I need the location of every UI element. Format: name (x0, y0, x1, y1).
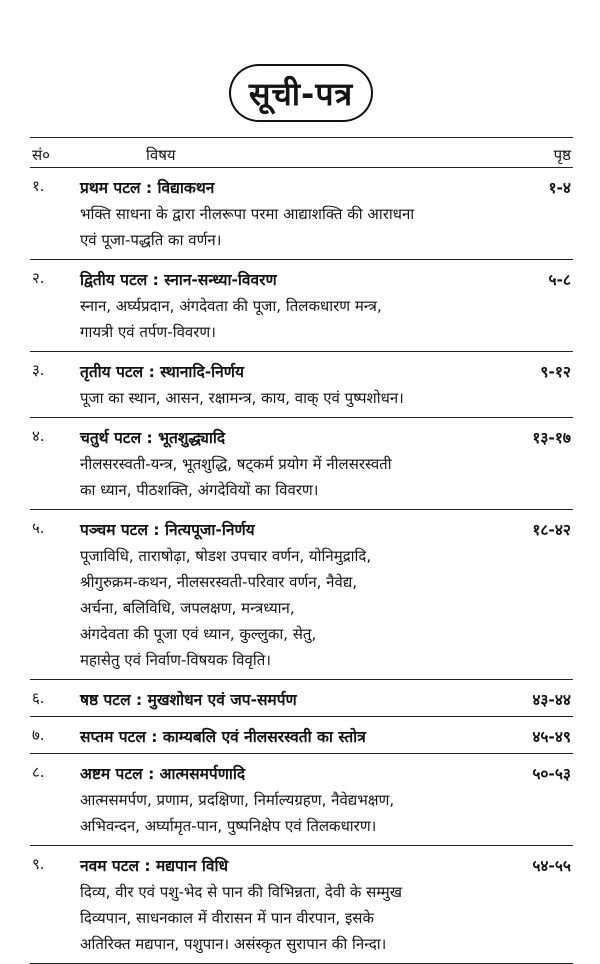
entry-title: सप्तम पटल : काम्यबलि एवं नीलसरस्वती का स्तोत्र (80, 728, 366, 746)
entry-number: ८. (32, 763, 45, 781)
toc-entry (30, 510, 573, 680)
entry-description (80, 451, 573, 503)
toc-entry (30, 717, 573, 754)
description-line: गायत्री एवं तर्पण-विवरण। (80, 323, 216, 341)
entry-number: ६. (32, 689, 45, 707)
entry-page-range: ४५-४९ (532, 728, 571, 746)
entry-page-range: ४३-४४ (532, 691, 571, 709)
toc-entry (30, 168, 573, 260)
entry-description (80, 201, 573, 253)
description-line: दिव्य, वीर एवं पशु-भेद से पान की विभिन्नता, देवी के सम्मुख (80, 883, 403, 901)
entry-page-range: १८-४२ (532, 521, 571, 539)
entry-description (80, 385, 573, 411)
description-line: आत्मसमर्पण, प्रणाम, प्रदक्षिणा, निर्माल्यग्रहण, नैवेद्यभक्षण, (80, 791, 395, 809)
entry-description (80, 543, 573, 673)
toc-entry-heading (30, 762, 573, 784)
entry-number: २. (32, 269, 45, 287)
description-line: का ध्यान, पीठशक्ति, अंगदेवियों का विवरण। (80, 481, 319, 499)
toc-entry-heading (30, 518, 573, 540)
toc-entry-heading (30, 360, 573, 382)
description-line: स्नान, अर्घ्यप्रदान, अंगदेवता की पूजा, तिलकधारण मन्त्र, (80, 297, 382, 315)
entry-number: ७. (32, 726, 45, 744)
toc-entry (30, 680, 573, 717)
toc-entry-heading (30, 854, 573, 876)
description-line: अतिरिक्त मद्यपान, पशुपान। असंस्कृत सुरापान की निन्दा। (80, 935, 387, 953)
toc-entry-heading (30, 688, 573, 710)
entry-page-range: १३-१७ (532, 429, 571, 447)
description-line: पूजाविधि, ताराषोढ़ा, षोडश उपचार वर्णन, योनिमुद्रादि, (80, 547, 372, 565)
entry-number: ५. (32, 519, 45, 537)
entry-page-range: १-४ (548, 179, 571, 197)
entry-title: षष्ठ पटल : मुखशोधन एवं जप-समर्पण (80, 691, 297, 709)
entry-title: अष्टम पटल : आत्मसमर्पणादि (80, 765, 246, 783)
header-top-rule (30, 137, 573, 138)
entry-number: १. (32, 177, 45, 195)
toc-entry-heading (30, 268, 573, 290)
toc-entry-heading (30, 725, 573, 747)
entry-description (80, 293, 573, 345)
header-serial: सं० (32, 146, 50, 164)
entry-title: द्वितीय पटल : स्नान-सन्ध्या-विवरण (80, 271, 277, 289)
description-line: महासेतु एवं निर्वाण-विषयक विवृति। (80, 651, 271, 669)
toc-entry-heading (30, 176, 573, 198)
entry-number: ३. (32, 361, 45, 379)
header-subject: विषय (146, 146, 176, 164)
entry-title: चतुर्थ पटल : भूतशुद्ध्यादि (80, 429, 226, 447)
toc-entry (30, 260, 573, 352)
entry-page-range: ५४-५५ (532, 857, 571, 875)
page-title: सूची-पत्र (229, 64, 373, 122)
toc-entry (30, 418, 573, 510)
entry-title: तृतीय पटल : स्थानादि-निर्णय (80, 363, 244, 381)
entry-page-range: ५०-५३ (532, 765, 571, 783)
description-line: पूजा का स्थान, आसन, रक्षामन्त्र, काय, वाक् एवं पुष्पशोधन। (80, 389, 404, 407)
description-line: अर्चना, बलिविधि, जपलक्षण, मन्त्रध्यान, (80, 599, 295, 617)
entry-number: ९. (32, 855, 45, 873)
table-of-contents (30, 168, 573, 964)
toc-entry (30, 754, 573, 846)
toc-entry-heading (30, 426, 573, 448)
toc-entry (30, 846, 573, 964)
description-line: अभिवन्दन, अर्घ्यामृत-पान, पुष्पनिक्षेप एवं तिलकधारण। (80, 817, 377, 835)
description-line: भक्ति साधना के द्वारा नीलरूपा परमा आद्याशक्ति की आराधना (80, 205, 415, 223)
description-line: दिव्यपान, साधनकाल में वीरासन में पान वीरपान, इसके (80, 909, 374, 927)
entry-page-range: ९-१२ (540, 363, 571, 381)
entry-number: ४. (32, 427, 45, 445)
description-line: श्रीगुरुक्रम-कथन, नीलसरस्वती-परिवार वर्णन, नैवेद्य, (80, 573, 358, 591)
entry-description (80, 787, 573, 839)
header-page: पृष्ठ (553, 146, 571, 164)
entry-title: पञ्चम पटल : नित्यपूजा-निर्णय (80, 521, 255, 539)
entry-title: प्रथम पटल : विद्याकथन (80, 179, 215, 197)
entry-title: नवम पटल : मद्यपान विधि (80, 857, 229, 875)
description-line: एवं पूजा-पद्धति का वर्णन। (80, 231, 222, 249)
entry-page-range: ५-८ (548, 271, 571, 289)
entry-description (80, 879, 573, 957)
toc-entry (30, 352, 573, 418)
description-line: अंगदेवता की पूजा एवं ध्यान, कुल्लुका, सेतु, (80, 625, 317, 643)
description-line: नीलसरस्वती-यन्त्र, भूतशुद्धि, षट्कर्म प्रयोग में नीलसरस्वती (80, 455, 392, 473)
